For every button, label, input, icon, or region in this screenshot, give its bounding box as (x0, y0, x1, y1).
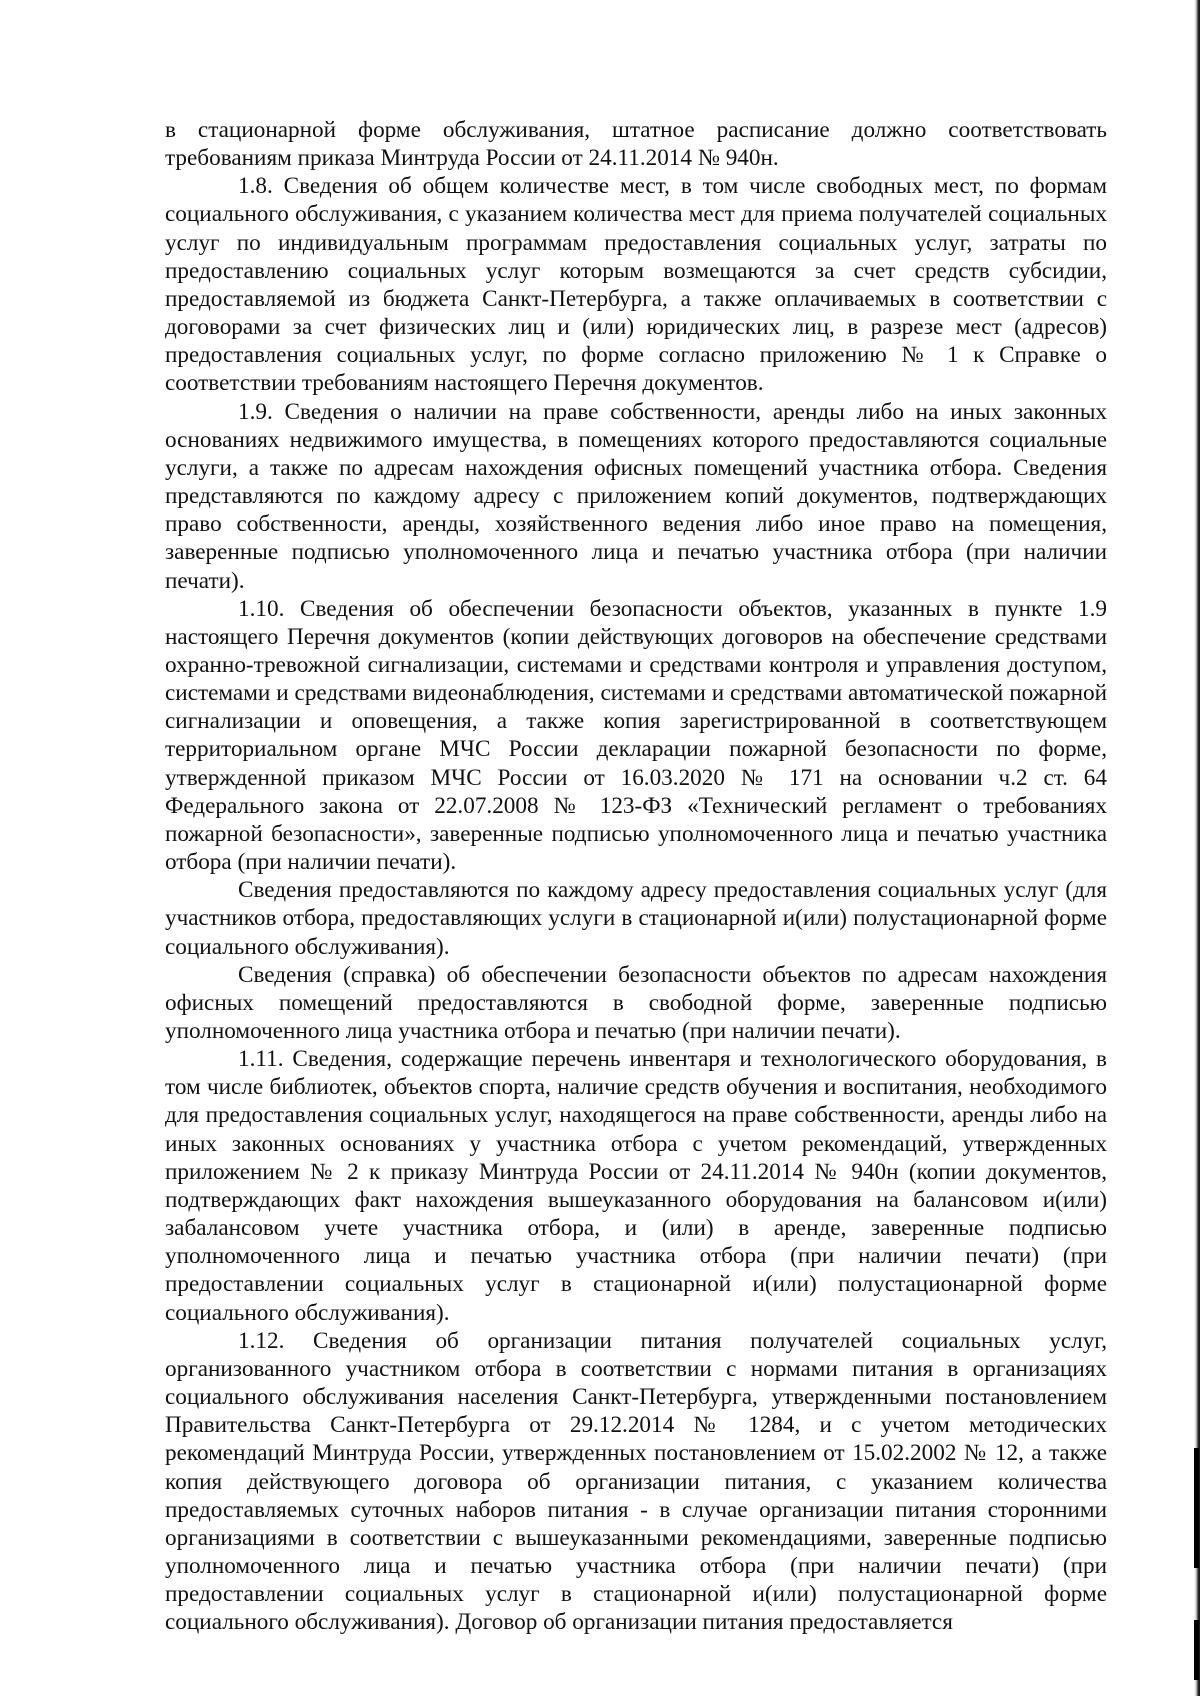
scan-edge-mark (1194, 1620, 1199, 1680)
paragraph-1-10-office-safety: Сведения (справка) об обеспечении безопасности объектов по адресам нахождения офисных помещений предоставляются в свободной форме, заверенные подписью уполномоченного лица участника отбора и печатью (при наличии печати). (165, 961, 1107, 1044)
paragraph-1-8: 1.8. Сведения об общем количестве мест, в том числе свободных мест, по формам социального обслуживания, с указанием количества мест для приема получателей социальных услуг по индивидуальным программам предоставления социальных услуг, затраты по предоставлению социальных услуг которым возмещаются за счет средств субсидии, предоставляемой из бюджета Санкт-Петербурга, а также оплачиваемых в соответствии с договорами за счет физических лиц и (или) юридических лиц, в разрезе мест (адресов) предоставления социальных услуг, по форме согласно приложению № 1 к Справке о соответствии требованиям настоящего Перечня документов. (165, 173, 1107, 397)
paragraph-1-12: 1.12. Сведения об организации питания получателей социальных услуг, организованного участником отбора в соответствии с нормами питания в организациях социального обслуживания населения Санкт-Петербурга, утвержденными постановлением Правительства Санкт-Петербурга от 29.12.2014 № 1284, и с учетом методических рекомендаций Минтруда России, утвержденных постановлением от 15.02.2002 № 12, а также копия действующего договора об организации питания, с указанием количества предоставляемых суточных наборов питания - в случае организации питания сторонними организациями в соответствии с вышеуказанными рекомендациями, заверенные подписью уполномоченного лица и печатью участника отбора (при наличии печати) (при предоставлении социальных услуг в стационарной и(или) полустационарной форме социального обслуживания). Договор об организации питания предоставляется (165, 1327, 1107, 1636)
paragraph-1-11: 1.11. Сведения, содержащие перечень инвентаря и технологического оборудования, в том числе библиотек, объектов спорта, наличие средств обучения и воспитания, необходимого для предоставления социальных услуг, находящегося на праве собственности, аренды либо на иных законных основаниях у участника отбора с учетом рекомендаций, утвержденных приложением № 2 к приказу Минтруда России от 24.11.2014 № 940н (копии документов, подтверждающих факт нахождения вышеуказанного оборудования на балансовом и(или) забалансовом учете участника отбора, и (или) в аренде, заверенные подписью уполномоченного лица и печатью участника отбора (при наличии печати) (при предоставлении социальных услуг в стационарной и(или) полустационарной форме социального обслуживания). (165, 1046, 1107, 1326)
paragraph-1-10: 1.10. Сведения об обеспечении безопасности объектов, указанных в пункте 1.9 настоящего Перечня документов (копии действующих договоров на обеспечение средствами охранно-тревожной сигнализации, системами и средствами контроля и управления доступом, системами и средствами видеонаблюдения, системами и средствами автоматической пожарной сигнализации и оповещения, а также копия зарегистрированной в соответствующем территориальном органе МЧС России декларации пожарной безопасности по форме, утвержденной приказом МЧС России от 16.03.2020 № 171 на основании ч.2 ст. 64 Федерального закона от 22.07.2008 № 123-ФЗ «Технический регламент о требованиях пожарной безопасности», заверенные подписью уполномоченного лица и печатью участника отбора (при наличии печати). (165, 595, 1107, 876)
paragraph-staffing-continuation: в стационарной форме обслуживания, штатное расписание должно соответствовать требованиям приказа Минтруда России от 24.11.2014 № 940н. (165, 117, 1107, 172)
paragraph-1-9: 1.9. Сведения о наличии на праве собственности, аренды либо на иных законных основаниях недвижимого имущества, в помещениях которого предоставляются социальные услуги, а также по адресам нахождения офисных помещений участника отбора. Сведения представляются по каждому адресу с приложением копий документов, подтверждающих право собственности, аренды, хозяйственного ведения либо иное право на помещения, заверенные подписью уполномоченного лица и печатью участника отбора (при наличии печати). (165, 398, 1107, 594)
scanned-page-edge (1194, 0, 1200, 1696)
document-body (165, 116, 1107, 1636)
paragraph-1-10-addresses: Сведения предоставляются по каждому адресу предоставления социальных услуг (для участников отбора, предоставляющих услуги в стационарной и(или) полустационарной форме социального обслуживания). (165, 877, 1107, 960)
scan-edge-mark (1194, 1448, 1199, 1568)
